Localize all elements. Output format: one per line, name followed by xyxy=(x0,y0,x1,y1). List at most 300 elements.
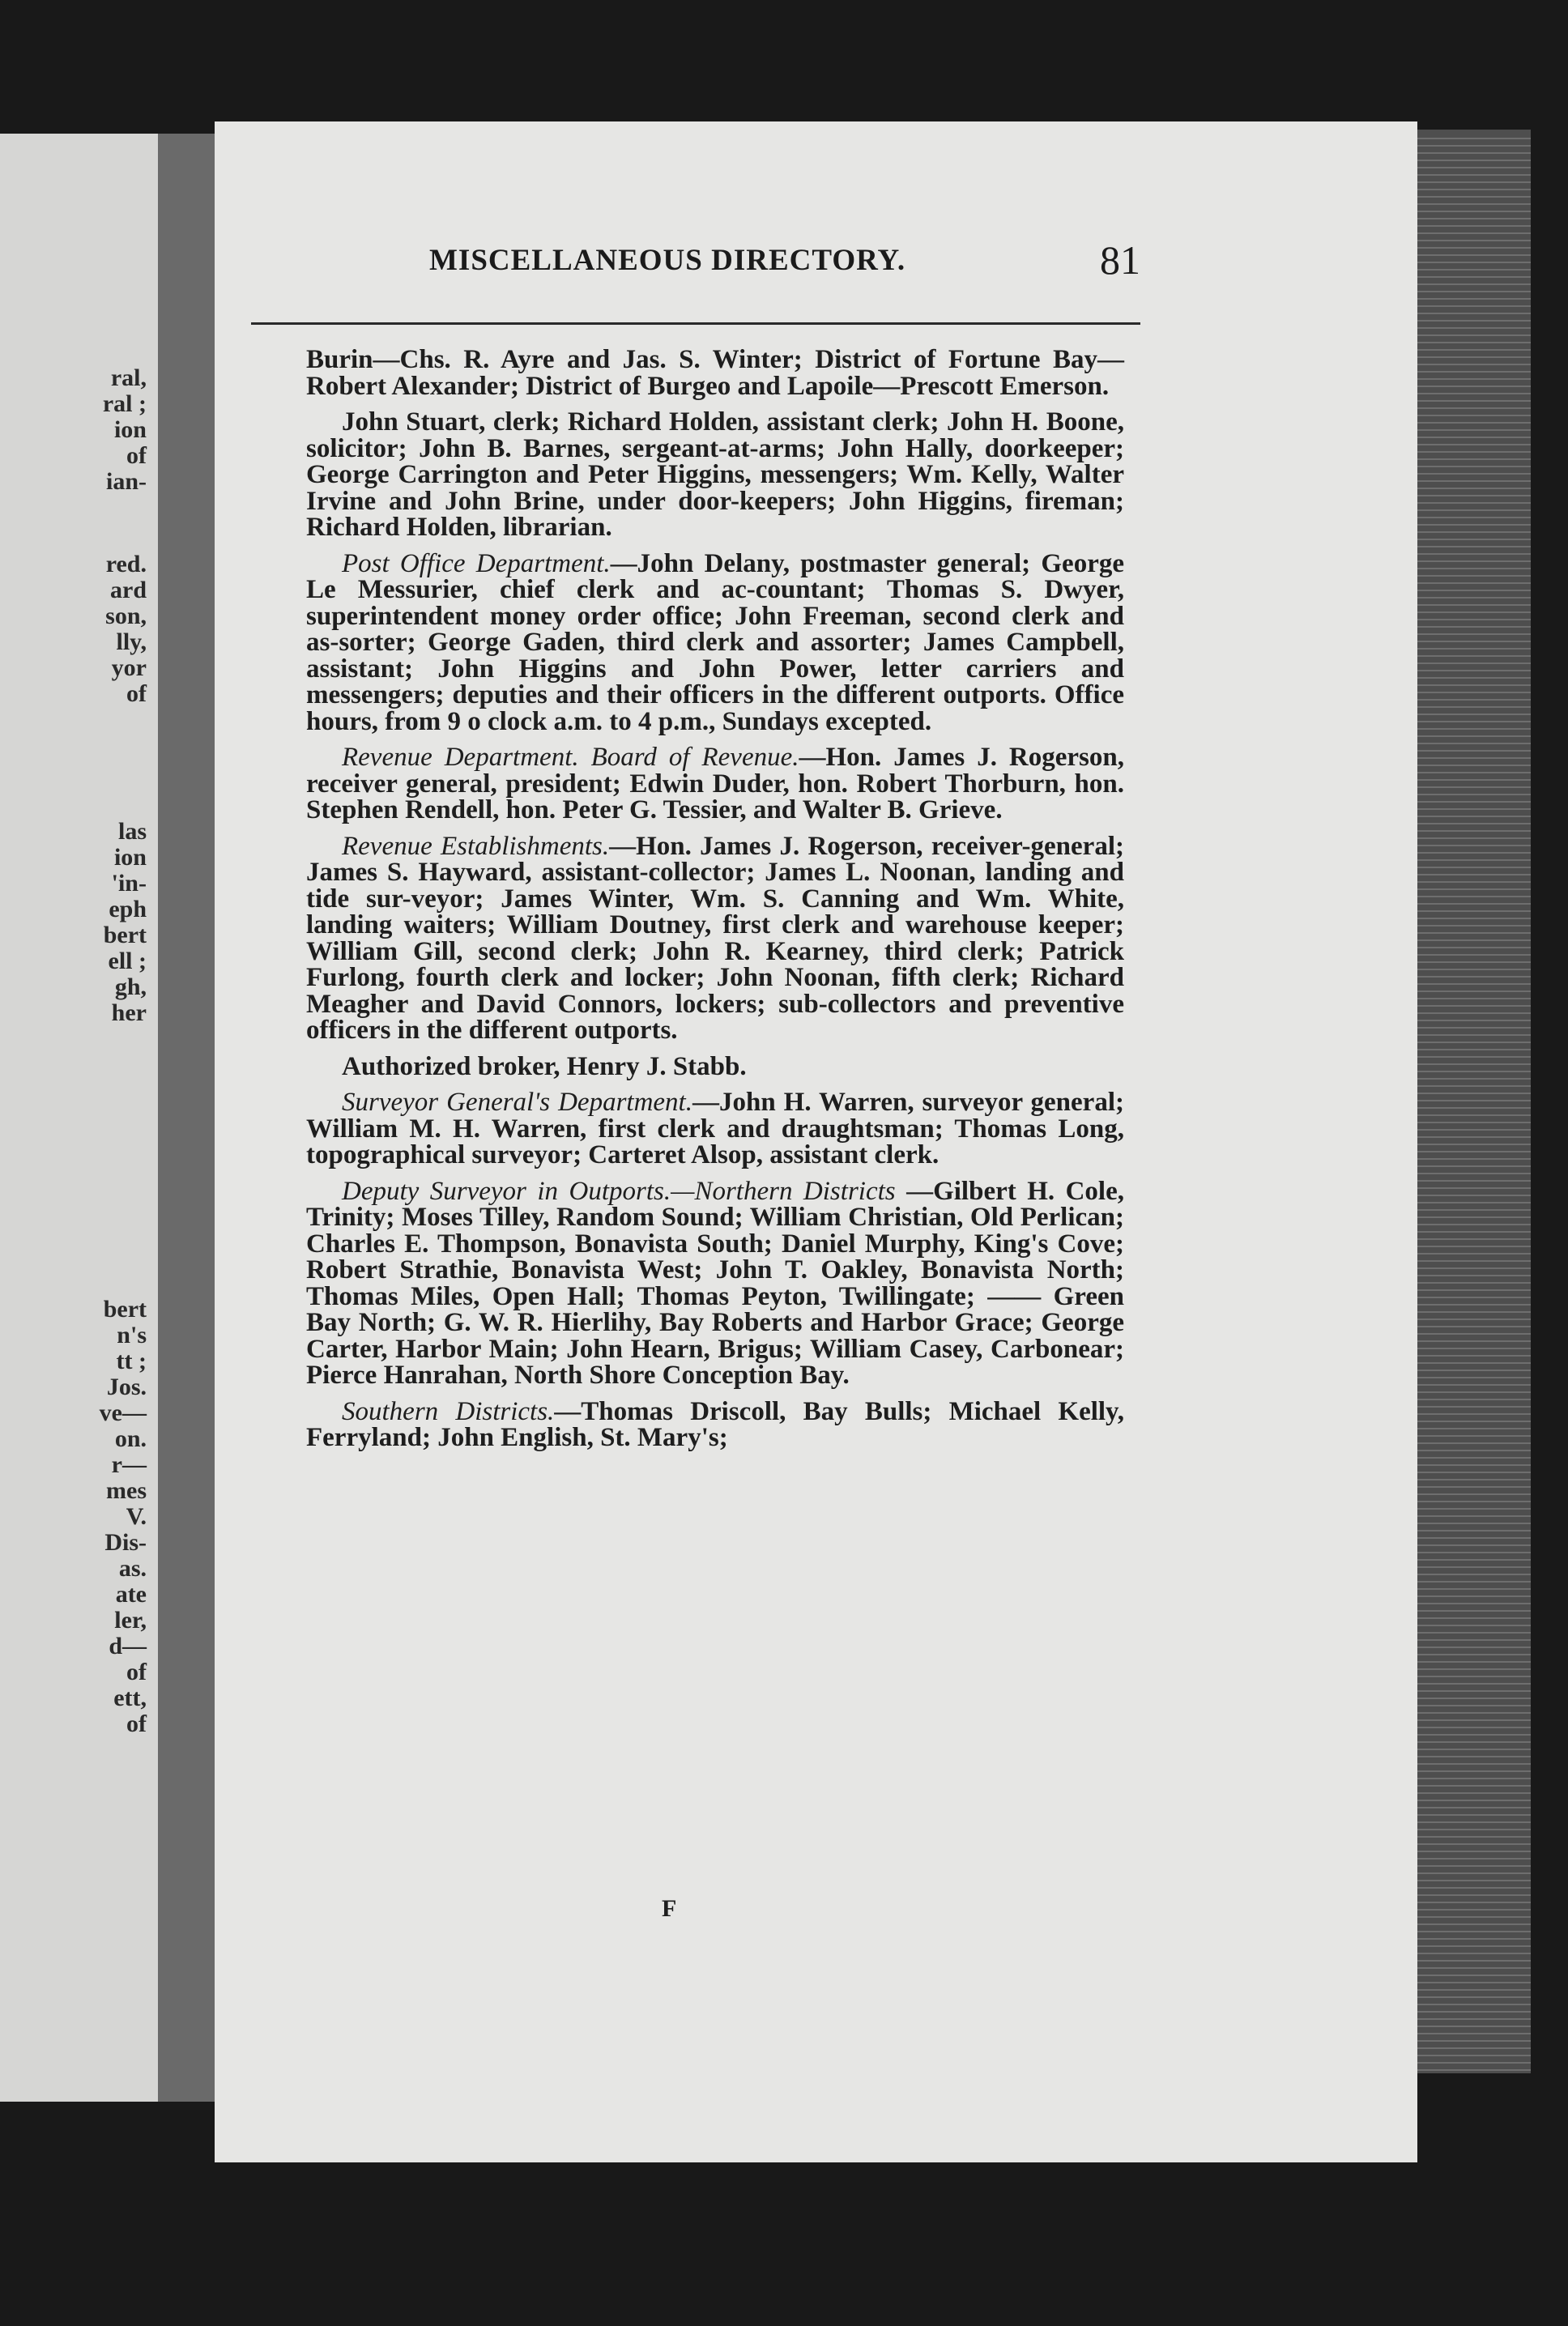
page-edge-line xyxy=(1409,794,1531,795)
page-edge-line xyxy=(1409,1654,1531,1655)
page-edge-line xyxy=(1409,1872,1531,1874)
page-edge-line xyxy=(1409,692,1531,693)
page-edge-line xyxy=(1409,342,1531,343)
page-edge-line xyxy=(1409,1216,1531,1218)
page-edge-line xyxy=(1409,1661,1531,1663)
page-edge-line xyxy=(1409,823,1531,824)
paragraph-text: John Stuart, clerk; Richard Holden, assistant clerk; John H. Boone, solicitor; John B. Barnes, sergeant-at-arms; John Hally, doorkeeper; George Carrington and Peter Higgins, messengers; Wm. Kelly, Walter Irvine and John Brine, under door-keepers; John Higgins, fireman; Richard Holden, librarian. xyxy=(306,407,1124,542)
page-edge-line xyxy=(1409,480,1531,482)
page-edge-line xyxy=(1409,1559,1531,1561)
left-page-text-fragment: las xyxy=(117,818,147,845)
page-edge-line xyxy=(1409,1749,1531,1750)
page-edge-line xyxy=(1409,954,1531,956)
page-edge-line xyxy=(1409,1770,1531,1772)
page-edge-line xyxy=(1409,1493,1531,1495)
page-edge-line xyxy=(1409,218,1531,219)
page-edge-line xyxy=(1409,1712,1531,1714)
page-edge-line xyxy=(1409,225,1531,227)
left-page-text-fragment: tt ; xyxy=(116,1348,147,1374)
page-edge-line xyxy=(1409,881,1531,883)
page-edge-line xyxy=(1409,1880,1531,1881)
page-edge-line xyxy=(1409,2069,1531,2071)
page-edge-line xyxy=(1409,1122,1531,1123)
page-edge-line xyxy=(1409,677,1531,679)
page-edge-line xyxy=(1409,1318,1531,1320)
page-edge-line xyxy=(1409,1698,1531,1699)
page-edge-line xyxy=(1409,531,1531,533)
page-edge-line xyxy=(1409,509,1531,511)
page-edge-line xyxy=(1409,786,1531,788)
page-edge-line xyxy=(1409,458,1531,460)
page-edge-line xyxy=(1409,750,1531,752)
page-edge-line xyxy=(1409,1923,1531,1925)
page-edge-line xyxy=(1409,611,1531,613)
page-edge-line xyxy=(1409,1778,1531,1779)
page-edge-line xyxy=(1409,684,1531,686)
page-edge-line xyxy=(1409,765,1531,766)
paragraph-text: Authorized broker, Henry J. Stabb. xyxy=(342,1051,747,1081)
page-edge-line xyxy=(1409,772,1531,773)
page-edge-line xyxy=(1409,743,1531,744)
page-edge-line xyxy=(1409,903,1531,905)
paragraph xyxy=(306,1051,1124,1081)
page-edge-line xyxy=(1409,1836,1531,1838)
page-edge-line xyxy=(1409,1530,1531,1531)
page-edge-line xyxy=(1409,1938,1531,1940)
page-edge-line xyxy=(1409,1187,1531,1189)
page-edge-line xyxy=(1409,1552,1531,1553)
page-edge-line xyxy=(1409,546,1531,547)
page-edge-line xyxy=(1409,1829,1531,1830)
page-edge-line xyxy=(1409,801,1531,803)
left-page-edge xyxy=(0,134,163,2102)
page-edge-line xyxy=(1409,291,1531,292)
page-edge-line xyxy=(1409,1428,1531,1429)
left-page-text-fragment: of xyxy=(126,1659,147,1685)
page-edge-line xyxy=(1409,1690,1531,1692)
page-edge-line xyxy=(1409,1012,1531,1014)
page-edge-line xyxy=(1409,983,1531,985)
page-edge-line xyxy=(1409,313,1531,314)
paragraph xyxy=(306,1178,1124,1389)
paragraph xyxy=(306,744,1124,824)
page-edge-line xyxy=(1409,888,1531,890)
page-edge-line xyxy=(1409,808,1531,810)
paragraph-heading: Revenue Department. Board of Revenue. xyxy=(342,743,799,772)
page-edge-line xyxy=(1409,626,1531,628)
left-page-text-fragment: red. xyxy=(105,551,147,577)
page-edge-line xyxy=(1409,269,1531,271)
left-page-text-fragment: of xyxy=(126,1710,147,1737)
page-edge-line xyxy=(1409,524,1531,526)
paragraph-text: —John H. Warren, surveyor general; William M. H. Warren, first clerk and draughtsman; Thomas Long, topographical surveyor; Carteret Alsop, assistant clerk. xyxy=(306,1088,1124,1169)
page-edge-line xyxy=(1409,1843,1531,1845)
page-edge-line xyxy=(1409,1821,1531,1823)
page-edge-line xyxy=(1409,415,1531,416)
page-edge-line xyxy=(1409,859,1531,861)
page-edge-line xyxy=(1409,1450,1531,1451)
page-edge-line xyxy=(1409,560,1531,562)
page-edge-line xyxy=(1409,990,1531,992)
page-edge-line xyxy=(1409,1173,1531,1174)
page-edge-line xyxy=(1409,1931,1531,1932)
page-edge-line xyxy=(1409,961,1531,963)
page-edge-line xyxy=(1409,400,1531,402)
page-edge-line xyxy=(1409,830,1531,832)
paragraph-text: —Thomas Driscoll, Bay Bulls; Michael Kelly, Ferryland; John English, St. Mary's; xyxy=(306,1396,1124,1452)
page-edge-line xyxy=(1409,2011,1531,2013)
page-edge-line xyxy=(1409,837,1531,839)
page-edge-line xyxy=(1409,874,1531,875)
left-page-text-fragment: ell ; xyxy=(108,948,147,974)
page-edge-line xyxy=(1409,925,1531,927)
page-edge-line xyxy=(1409,641,1531,642)
page-edge-line xyxy=(1409,1165,1531,1167)
page-edge-line xyxy=(1409,1982,1531,1983)
page-edge-line xyxy=(1409,1129,1531,1131)
page-edge-line xyxy=(1409,998,1531,999)
page-edges xyxy=(1409,130,1531,2073)
page-edge-line xyxy=(1409,451,1531,453)
page-edge-line xyxy=(1409,1814,1531,1816)
left-page-text-fragment: Dis- xyxy=(104,1529,147,1556)
page-edge-line xyxy=(1409,1595,1531,1597)
page-edge-line xyxy=(1409,364,1531,365)
page-edge-line xyxy=(1409,1370,1531,1371)
page-edge-line xyxy=(1409,1275,1531,1276)
page-edge-line xyxy=(1409,437,1531,438)
page-edge-line xyxy=(1409,429,1531,431)
page-edge-line xyxy=(1409,1209,1531,1211)
page-edge-line xyxy=(1409,1975,1531,1976)
page-edge-line xyxy=(1409,444,1531,445)
paragraph-heading: Revenue Establishments. xyxy=(342,831,610,861)
running-header: MISCELLANEOUS DIRECTORY. xyxy=(429,244,906,277)
page-edge-line xyxy=(1409,1304,1531,1306)
page-edge-line xyxy=(1409,1625,1531,1626)
page-edge-line xyxy=(1409,1865,1531,1867)
page-edge-line xyxy=(1409,1683,1531,1685)
page-edge-line xyxy=(1409,910,1531,912)
paragraph-heading: Surveyor General's Department. xyxy=(342,1088,692,1117)
left-page-text-fragment: ral ; xyxy=(102,390,147,417)
page-edge-line xyxy=(1409,152,1531,154)
page-edge-line xyxy=(1409,1413,1531,1415)
paragraph xyxy=(306,347,1124,399)
page-edge-line xyxy=(1409,1399,1531,1400)
left-page-text-fragment: d— xyxy=(109,1633,147,1659)
page-edge-line xyxy=(1409,1734,1531,1736)
left-page-text-fragment: n's xyxy=(117,1322,147,1348)
page-edge-line xyxy=(1409,334,1531,336)
page-edge-line xyxy=(1409,1756,1531,1757)
page-edge-line xyxy=(1409,1668,1531,1670)
page-edge-line xyxy=(1409,1114,1531,1116)
page-edge-line xyxy=(1409,590,1531,591)
page-edge-line xyxy=(1409,1195,1531,1196)
header-rule xyxy=(251,322,1140,325)
left-page-text-fragment: gh, xyxy=(114,973,147,1000)
page-edge-line xyxy=(1409,1515,1531,1517)
page-edge-line xyxy=(1409,1333,1531,1335)
page-edge-line xyxy=(1409,1377,1531,1378)
left-page-text-fragment: eph xyxy=(109,896,147,922)
page-edge-line xyxy=(1409,1224,1531,1225)
paragraph xyxy=(306,1396,1124,1452)
page-edge-line xyxy=(1409,1705,1531,1706)
page-edge-line xyxy=(1409,1807,1531,1808)
page-edge-line xyxy=(1409,1005,1531,1007)
page-edge-line xyxy=(1409,371,1531,373)
page-edge-line xyxy=(1409,203,1531,205)
page-edge-line xyxy=(1409,699,1531,701)
page-edge-line xyxy=(1409,1785,1531,1787)
page-edge-line xyxy=(1409,232,1531,234)
left-page-text-fragment: ate xyxy=(115,1581,147,1608)
page-edge-line xyxy=(1409,1960,1531,1962)
page-edge-line xyxy=(1409,1231,1531,1233)
page-edge-line xyxy=(1409,2004,1531,2005)
page-edge-line xyxy=(1409,393,1531,394)
page-edge-line xyxy=(1409,167,1531,168)
page-edge-line xyxy=(1409,1581,1531,1583)
left-page-text-fragment: Jos. xyxy=(106,1374,147,1400)
page-edge-line xyxy=(1409,1326,1531,1327)
page-edge-line xyxy=(1409,2062,1531,2064)
page-edge-line xyxy=(1409,283,1531,285)
page-edge-line xyxy=(1409,1989,1531,1991)
page-edge-line xyxy=(1409,939,1531,941)
page-edge-line xyxy=(1409,1763,1531,1765)
page-edge-line xyxy=(1409,721,1531,722)
page-edge-line xyxy=(1409,247,1531,249)
left-page-text-fragment: ion xyxy=(113,416,147,443)
page-edge-line xyxy=(1409,1056,1531,1058)
left-page-text-fragment: 'in- xyxy=(111,870,147,897)
page-edge-line xyxy=(1409,1384,1531,1386)
page-edge-line xyxy=(1409,196,1531,198)
page-edge-line xyxy=(1409,1887,1531,1889)
page-edge-line xyxy=(1409,1282,1531,1284)
page-edge-line xyxy=(1409,1267,1531,1269)
page-edge-line xyxy=(1409,1486,1531,1488)
page-edge-line xyxy=(1409,2026,1531,2027)
page-edge-line xyxy=(1409,174,1531,176)
page-edge-line xyxy=(1409,1442,1531,1444)
page-edge-line xyxy=(1409,1180,1531,1182)
page-edge-line xyxy=(1409,298,1531,300)
page-edge-line xyxy=(1409,1632,1531,1634)
page-edge-line xyxy=(1409,1355,1531,1357)
page-edge-line xyxy=(1409,976,1531,978)
page-edge-line xyxy=(1409,1034,1531,1036)
page-edge-line xyxy=(1409,714,1531,715)
page-edge-line xyxy=(1409,896,1531,897)
signature-mark: F xyxy=(662,1895,677,1922)
left-page-text-fragment: ian- xyxy=(105,468,147,495)
page-edge-line xyxy=(1409,356,1531,358)
page-edge-line xyxy=(1409,2018,1531,2020)
page-edge-line xyxy=(1409,349,1531,351)
page-edge-line xyxy=(1409,1508,1531,1510)
page-edge-line xyxy=(1409,816,1531,817)
page-edge-line xyxy=(1409,517,1531,518)
page-edge-line xyxy=(1409,2033,1531,2034)
page-edge-line xyxy=(1409,211,1531,212)
page-edge-line xyxy=(1409,181,1531,183)
paragraph-text: Burin—Chs. R. Ayre and Jas. S. Winter; District of Fortune Bay—Robert Alexander; District of Burgeo and Lapoile—Prescott Emerson. xyxy=(306,345,1124,401)
page-edge-line xyxy=(1409,1391,1531,1393)
paragraph-heading: Post Office Department. xyxy=(342,548,611,578)
page-edge-line xyxy=(1409,1107,1531,1109)
page-edge-line xyxy=(1409,276,1531,278)
left-page-text-fragment: on. xyxy=(114,1425,147,1452)
page-edge-line xyxy=(1409,969,1531,970)
page-edge-line xyxy=(1409,779,1531,781)
page-edge-line xyxy=(1409,604,1531,606)
page-edge-line xyxy=(1409,1501,1531,1502)
left-page-text-fragment: of xyxy=(126,680,147,707)
page-edge-line xyxy=(1409,1617,1531,1619)
page-edge-line xyxy=(1409,867,1531,868)
page-edge-line xyxy=(1409,582,1531,584)
left-page-text-fragment: bert xyxy=(103,1296,147,1323)
page-edge-line xyxy=(1409,1362,1531,1364)
page-edge-line xyxy=(1409,619,1531,620)
page-edge-line xyxy=(1409,1042,1531,1043)
page-edge-line xyxy=(1409,1603,1531,1604)
page-edge-line xyxy=(1409,932,1531,934)
page-edge-line xyxy=(1409,2047,1531,2049)
page-edge-line xyxy=(1409,466,1531,467)
paragraph-text: —Hon. James J. Rogerson, receiver general, president; Edwin Duder, hon. Robert Thorburn, hon. Stephen Rendell, hon. Peter G. Tessier, and Walter B. Grieve. xyxy=(306,743,1124,824)
page-edge-line xyxy=(1409,735,1531,737)
page-edge-line xyxy=(1409,1289,1531,1291)
page-edge-line xyxy=(1409,1610,1531,1612)
book-gutter xyxy=(158,134,215,2102)
page-edge-line xyxy=(1409,488,1531,489)
page-edge-line xyxy=(1409,1676,1531,1677)
page-edge-line xyxy=(1409,1719,1531,1721)
page-edge-line xyxy=(1409,1727,1531,1728)
page-edge-line xyxy=(1409,1945,1531,1947)
page-edge-line xyxy=(1409,1909,1531,1911)
page-edge-line xyxy=(1409,240,1531,241)
paragraph xyxy=(306,548,1124,736)
page-edge-line xyxy=(1409,1639,1531,1641)
page-edge-line xyxy=(1409,539,1531,540)
page-edge-line xyxy=(1409,1238,1531,1240)
page-body xyxy=(306,347,1124,1461)
page-edge-line xyxy=(1409,189,1531,190)
page-edge-line xyxy=(1409,1858,1531,1860)
page-edge-line xyxy=(1409,1297,1531,1298)
page-edge-line xyxy=(1409,662,1531,664)
page-edge-line xyxy=(1409,633,1531,635)
paragraph-text: —Gilbert H. Cole, Trinity; Moses Tilley, Random Sound; William Christian, Old Perlican; Charles E. Thompson, Bonavista South; Daniel Murphy, King's Cove; Robert Strathie, Bonavista West; John T. Oakley, Bonavista North; Thomas Miles, Open Hall; Thomas Peyton, Twillingate; —— Green Bay North; G. W. R. Hierlihy, Bay Roberts and Harbor Grace; George Carter, Harbor Main; John Hearn, Brigus; William Casey, Carbonear; Pierce Hanrahan, North Shore Conception Bay. xyxy=(306,1176,1124,1390)
paragraph xyxy=(306,409,1124,541)
left-page-text-fragment: ard xyxy=(110,577,147,603)
page-edge-line xyxy=(1409,473,1531,475)
page-edge-line xyxy=(1409,1574,1531,1575)
page-edge-line xyxy=(1409,1916,1531,1918)
page-edge-line xyxy=(1409,1406,1531,1408)
page-edge-line xyxy=(1409,1340,1531,1342)
left-page-text-fragment: r— xyxy=(111,1451,147,1478)
left-page-text-fragment: V. xyxy=(126,1503,147,1530)
page-edge-line xyxy=(1409,1100,1531,1101)
page-edge-line xyxy=(1409,2040,1531,2042)
page-edge-line xyxy=(1409,262,1531,263)
page-edge-line xyxy=(1409,1537,1531,1539)
page-edge-line xyxy=(1409,254,1531,256)
left-page-text-fragment: lly, xyxy=(116,628,147,655)
page-edge-line xyxy=(1409,1093,1531,1094)
page-edge-line xyxy=(1409,160,1531,161)
page-edge-line xyxy=(1409,1647,1531,1648)
left-page-text-fragment: of xyxy=(126,442,147,469)
page-edge-line xyxy=(1409,845,1531,846)
page-edge-line xyxy=(1409,1260,1531,1262)
page-edge-line xyxy=(1409,1311,1531,1313)
page-edge-line xyxy=(1409,1544,1531,1546)
page-edge-line xyxy=(1409,757,1531,759)
page-edge-line xyxy=(1409,1348,1531,1349)
page-edge-line xyxy=(1409,327,1531,329)
left-page-text-fragment: bert xyxy=(103,922,147,948)
page-edge-line xyxy=(1409,495,1531,496)
page-number: 81 xyxy=(1100,237,1140,283)
page-edge-line xyxy=(1409,1588,1531,1590)
page-edge-line xyxy=(1409,1071,1531,1072)
page-edge-line xyxy=(1409,1792,1531,1794)
page-edge-line xyxy=(1409,1953,1531,1954)
page-edge-line xyxy=(1409,575,1531,577)
left-page-text-fragment: ve— xyxy=(99,1399,147,1426)
page-edge-line xyxy=(1409,1741,1531,1743)
page-edge-line xyxy=(1409,918,1531,919)
left-page-text-fragment: mes xyxy=(106,1477,147,1504)
page-edge-line xyxy=(1409,1894,1531,1896)
left-page-text-fragment: ral, xyxy=(110,364,147,391)
page-edge-line xyxy=(1409,1253,1531,1255)
page-edge-line xyxy=(1409,1566,1531,1568)
page-edge-line xyxy=(1409,706,1531,708)
left-page-text-fragment: son, xyxy=(105,603,147,629)
page-edge-line xyxy=(1409,305,1531,307)
page-edge-line xyxy=(1409,728,1531,730)
page-edge-line xyxy=(1409,386,1531,387)
paragraph-heading: Southern Districts. xyxy=(342,1396,555,1426)
page-edge-line xyxy=(1409,1464,1531,1466)
page-edge-line xyxy=(1409,1479,1531,1480)
page-edge-line xyxy=(1409,1851,1531,1852)
page-edge-line xyxy=(1409,597,1531,599)
left-page-text-fragment: ett, xyxy=(113,1685,147,1711)
paragraph xyxy=(306,833,1124,1044)
paragraph-text: —Hon. James J. Rogerson, receiver-general; James S. Hayward, assistant-collector; James L. Noonan, landing and tide sur-veyor; James Winter, Wm. S. Canning and Wm. White, landing waiters; William Doutney, first clerk and warehouse keeper; William Gill, second clerk; John R. Kearney, third clerk; Patrick Furlong, fourth clerk and locker; John Noonan, fifth clerk; Richard Meagher and David Connors, lockers; sub-collectors and preventive officers in the different outports. xyxy=(306,831,1124,1045)
page-edge-line xyxy=(1409,1136,1531,1138)
page-edge-line xyxy=(1409,422,1531,424)
page-edge-line xyxy=(1409,568,1531,569)
page-edge-line xyxy=(1409,1472,1531,1473)
page-edge-line xyxy=(1409,1902,1531,1903)
left-page-text-fragment: ler, xyxy=(114,1607,147,1634)
page-edge-line xyxy=(1409,553,1531,555)
page-edge-line xyxy=(1409,145,1531,147)
left-page-text-fragment: her xyxy=(111,999,147,1026)
page-edge-line xyxy=(1409,648,1531,650)
